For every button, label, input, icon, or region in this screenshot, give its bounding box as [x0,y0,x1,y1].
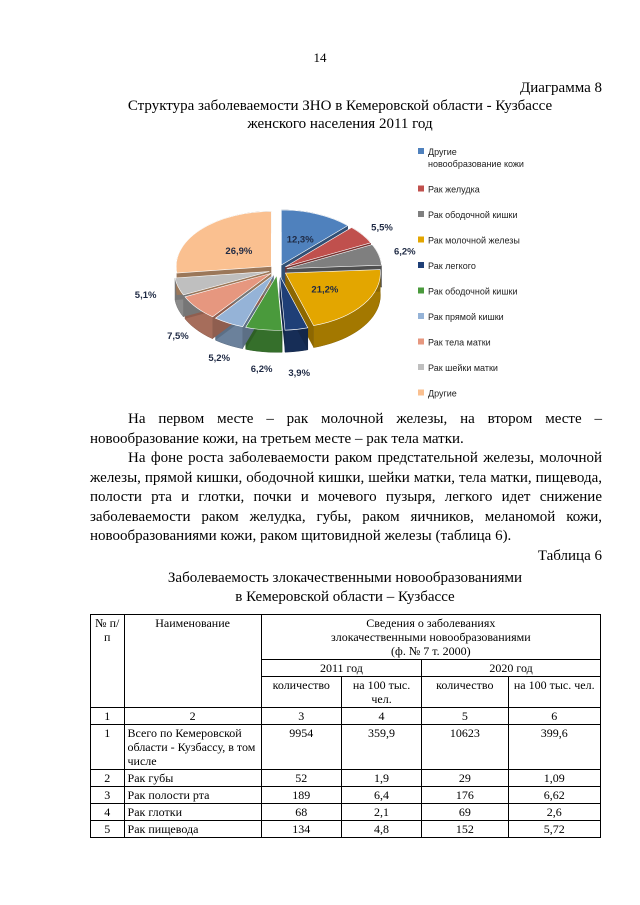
header-info [261,615,600,660]
row-count-2020: 152 [422,821,508,838]
row-count-2020: 10623 [422,725,508,770]
chart-title-line2: женского населения 2011 год [247,116,433,132]
header-info-line1: Сведения о заболеваниях [366,616,496,630]
pie-value-label: 12,3% [286,234,314,246]
pie-value-label: 6,2% [250,363,273,375]
legend-label: Другие [428,388,457,399]
row-rate-2020: 6,62 [508,787,601,804]
row-num: 1 [91,725,125,770]
row-num: 2 [91,770,125,787]
pie-value-label: 26,9% [225,245,253,257]
legend-label: новообразование кожи [428,159,524,169]
table-row [91,770,601,787]
row-rate-2020: 2,6 [508,804,601,821]
chart-title-line1: Структура заболеваемости ЗНО в Кемеровской области - Кузбассе [127,98,553,114]
header-year-2011: 2011 год [261,660,422,677]
legend-label: Другие [428,147,457,157]
col-number: 2 [124,708,261,725]
pie-value-label: 5,2% [208,353,231,365]
pie-chart [134,140,610,405]
paragraph-2-text: На фоне роста заболеваемости раком предстательной железы, молочной железы, прямой кишки, ободочной кишки, шейки матки, тела матки, пищевода, полости рта и глотки, почки и мочевого пузыря, легкого идет снижение заболеваемости раком желудка, губы, раком яичников, меланомой кожи, новообразованиями кожи, раком щитовидной железы (таблица 6). [90,450,602,544]
pie-value-label: 21,2% [311,284,339,296]
paragraph-1 [90,410,602,449]
header-num: № п/п [91,615,125,708]
header-row-1 [91,615,601,660]
header-year-2020: 2020 год [422,660,601,677]
legend-swatch [418,186,424,192]
pie-value-label: 5,5% [371,222,393,234]
table-row [91,787,601,804]
header-info-line2: злокачественными новообразованиями [331,630,531,644]
col-number: 6 [508,708,601,725]
col-number: 4 [341,708,421,725]
diagram-label: Диаграмма 8 [519,80,602,96]
row-name: Рак полости рта [124,787,261,804]
table-row [91,725,601,770]
header-info-line3: (ф. № 7 т. 2000) [391,644,471,658]
chart-legend [418,147,524,399]
header-count-2020: количество [422,677,508,708]
row-rate-2020: 399,6 [508,725,601,770]
table-title-line2: в Кемеровской области – Кузбассе [235,589,455,605]
row-count-2011: 9954 [261,725,341,770]
table-title-line1: Заболеваемость злокачественными новообразованиями [167,570,523,586]
row-num: 5 [91,821,125,838]
table-label: Таблица 6 [537,548,602,564]
legend-swatch [418,339,424,345]
legend-swatch [418,237,424,243]
row-rate-2011: 6,4 [341,787,421,804]
incidence-table [90,614,601,838]
row-num: 3 [91,787,125,804]
header-name: Наименование [124,615,261,708]
legend-label: Рак шейки матки [428,363,498,373]
legend-label: Рак прямой кишки [428,312,504,322]
row-count-2011: 134 [261,821,341,838]
row-rate-2011: 359,9 [341,725,421,770]
legend-label: Рак ободочной кишки [428,210,518,220]
col-number: 1 [91,708,125,725]
page-number: 14 [313,50,327,65]
legend-label: Рак молочной железы [428,235,520,246]
row-rate-2020: 5,72 [508,821,601,838]
row-rate-2011: 2,1 [341,804,421,821]
legend-swatch [418,211,424,217]
legend-swatch [418,262,424,268]
row-count-2020: 29 [422,770,508,787]
row-count-2011: 189 [261,787,341,804]
header-count-2011: количество [261,677,341,708]
legend-label: Рак тела матки [428,337,491,348]
legend-label: Рак легкого [428,261,476,271]
row-count-2011: 52 [261,770,341,787]
col-number: 3 [261,708,341,725]
legend-swatch [418,288,424,294]
row-name: Рак пищевода [124,821,261,838]
paragraph-2 [90,449,602,547]
row-count-2020: 176 [422,787,508,804]
legend-swatch [418,313,424,319]
row-count-2011: 68 [261,804,341,821]
chart-title [60,97,620,133]
header-rate-2011: на 100 тыс. чел. [341,677,421,708]
legend-swatch [418,364,424,370]
table-title [60,569,630,607]
legend-swatch [418,148,424,154]
row-rate-2011: 4,8 [341,821,421,838]
header-rate-2020: на 100 тыс. чел. [508,677,601,708]
table-row [91,804,601,821]
row-name: Всего по Кемеровской области - Кузбассу, в том числе [124,725,261,770]
table-row [91,821,601,838]
row-rate-2020: 1,09 [508,770,601,787]
legend-swatch [418,390,424,396]
legend-label: Рак желудка [428,184,480,195]
legend-label: Рак ободочной кишки [428,286,518,297]
pie-value-label: 3,9% [288,367,311,379]
column-number-row [91,708,601,725]
row-num: 4 [91,804,125,821]
pie-value-label: 6,2% [393,246,416,258]
pie-slice [176,211,271,273]
row-name: Рак глотки [124,804,261,821]
col-number: 5 [422,708,508,725]
row-rate-2011: 1,9 [341,770,421,787]
paragraph-1-text: На первом месте – рак молочной железы, на втором месте – новообразование кожи, на третьем месте – рак тела матки. [90,411,602,447]
pie-value-label: 5,1% [134,290,157,302]
pie-value-label: 7,5% [167,331,189,343]
row-count-2020: 69 [422,804,508,821]
row-name: Рак губы [124,770,261,787]
